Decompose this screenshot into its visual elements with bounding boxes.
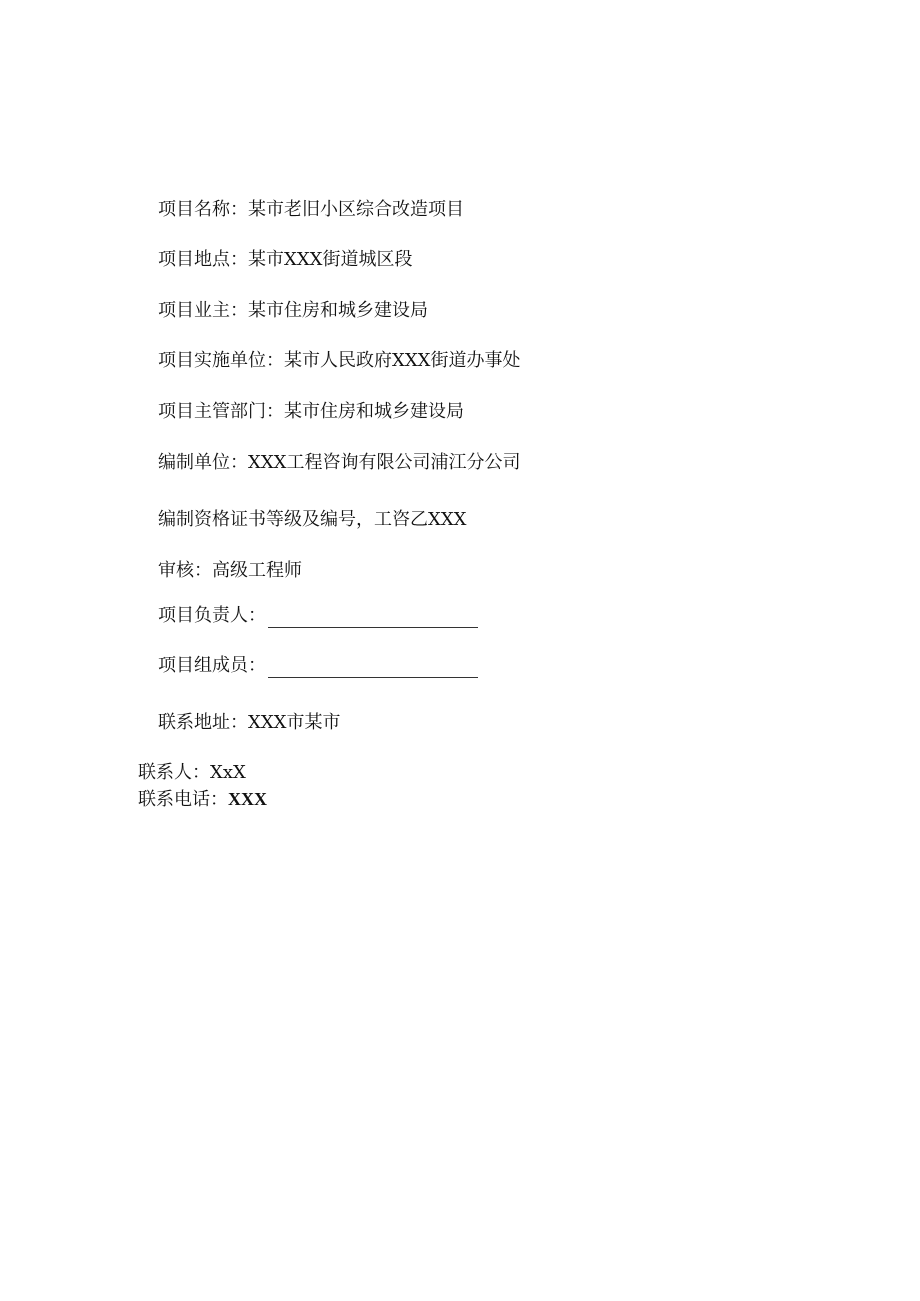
field-label: 编制资格证书等级及编号， <box>158 509 374 530</box>
field-value: 某市老旧小区综合改造项目 <box>248 199 464 220</box>
field-project-leader <box>158 604 478 628</box>
field-value: 高级工程师 <box>212 560 302 581</box>
field-label: 项目实施单位： <box>158 350 284 371</box>
field-label: 项目负责人： <box>158 605 266 626</box>
field-project-name <box>158 198 464 222</box>
field-value: 某市人民政府XXX街道办事处 <box>284 350 521 371</box>
field-project-owner <box>158 299 428 323</box>
field-value: 某市住房和城乡建设局 <box>284 401 464 422</box>
field-contact-address <box>158 711 340 735</box>
field-project-members <box>158 654 478 678</box>
field-value: 某市住房和城乡建设局 <box>248 300 428 321</box>
field-value: 某市XXX街道城区段 <box>248 249 413 270</box>
field-label: 项目名称： <box>158 199 248 220</box>
signature-blank-line <box>268 609 478 628</box>
field-value: XXX <box>228 789 267 809</box>
field-value: XXX工程咨询有限公司浦江分公司 <box>248 452 521 473</box>
field-label: 项目地点： <box>158 249 248 270</box>
field-label: 项目组成员： <box>158 655 266 676</box>
field-reviewer <box>158 559 302 583</box>
field-value: XxX <box>210 762 246 783</box>
field-label: 项目主管部门： <box>158 401 284 422</box>
field-label: 联系电话： <box>138 789 228 810</box>
field-label: 审核： <box>158 560 212 581</box>
field-value: XXX市某市 <box>248 712 341 733</box>
field-project-location <box>158 248 412 272</box>
field-label: 项目业主： <box>158 300 248 321</box>
field-implementing-unit <box>158 349 520 373</box>
signature-blank-line <box>268 659 478 678</box>
field-contact-person <box>138 761 246 785</box>
field-label: 编制单位： <box>158 452 248 473</box>
field-contact-phone <box>138 787 267 812</box>
field-supervising-department <box>158 400 464 424</box>
field-label: 联系人： <box>138 762 210 783</box>
field-compiling-unit <box>158 451 520 475</box>
field-value: 工咨乙XXX <box>374 509 467 530</box>
field-qualification-certificate <box>158 508 466 532</box>
field-label: 联系地址： <box>158 712 248 733</box>
